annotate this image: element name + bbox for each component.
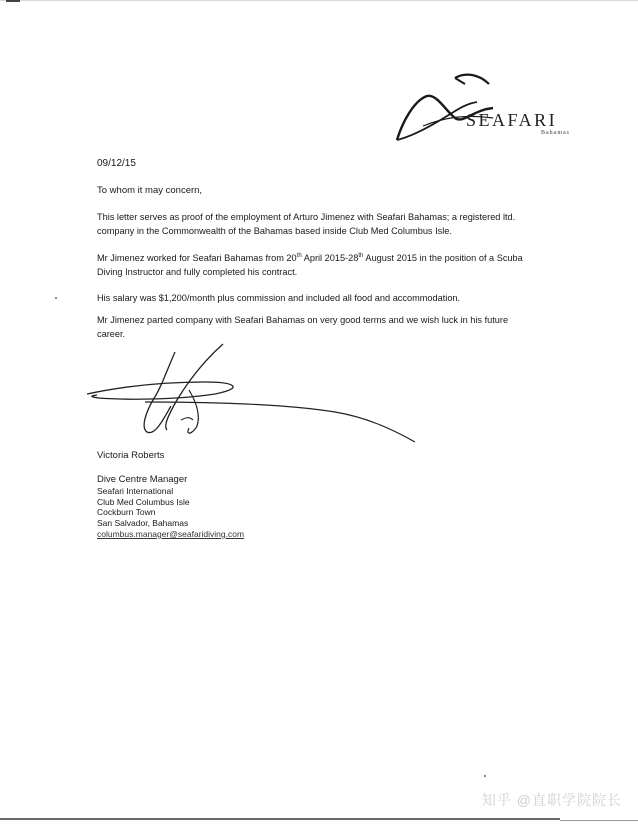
signer-title: Dive Centre Manager — [97, 474, 188, 485]
signer-address-block — [97, 486, 244, 540]
logo-wordmark: SEAFARI — [466, 110, 558, 130]
scan-speck — [484, 775, 486, 777]
scan-edge-bottom-right — [560, 820, 638, 821]
paragraph-departure — [97, 314, 597, 341]
paragraph-line: Mr Jimenez parted company with Seafari Bahamas on very good terms and we wish luck in his future — [97, 315, 509, 325]
address-line: San Salvador, Bahamas — [97, 518, 189, 529]
paragraph-employment-period — [97, 252, 597, 279]
scan-speck — [55, 297, 57, 299]
watermark-text: 知乎 @直职学院院长 — [481, 792, 622, 808]
handwritten-signature — [85, 340, 420, 450]
paragraph-line: company in the Commonwealth of the Bahamas based inside Club Med Columbus Isle. — [97, 225, 452, 236]
logo-subtitle: Bahamas — [541, 130, 570, 136]
address-line: Cockburn Town — [97, 507, 156, 518]
paragraph-line: Mr Jimenez worked for Seafari Bahamas from 20th April 2015-28th August 2015 in the position of a Scuba — [97, 252, 523, 263]
address-line: Club Med Columbus Isle — [97, 496, 190, 507]
paragraph-line: career. — [97, 328, 126, 339]
letter-date: 09/12/15 — [97, 158, 136, 169]
scan-edge-top — [0, 0, 638, 1]
paragraph-line: Diving Instructor and fully completed his contract. — [97, 266, 298, 277]
paragraph-line: This letter serves as proof of the employment of Arturo Jimenez with Seafari Bahamas; a registered ltd. — [97, 212, 516, 222]
paragraph-salary: His salary was $1,200/month plus commission and included all food and accommodation. — [97, 293, 461, 303]
scan-edge-bottom — [0, 818, 560, 820]
scan-edge-mark — [6, 0, 20, 2]
letter-salutation: To whom it may concern, — [97, 185, 203, 196]
email-link[interactable]: columbus.manager@seafaridiving.com — [97, 528, 245, 539]
address-line: Seafari International — [97, 486, 174, 496]
paragraph-employment-proof — [97, 211, 597, 238]
signer-name: Victoria Roberts — [97, 450, 165, 461]
